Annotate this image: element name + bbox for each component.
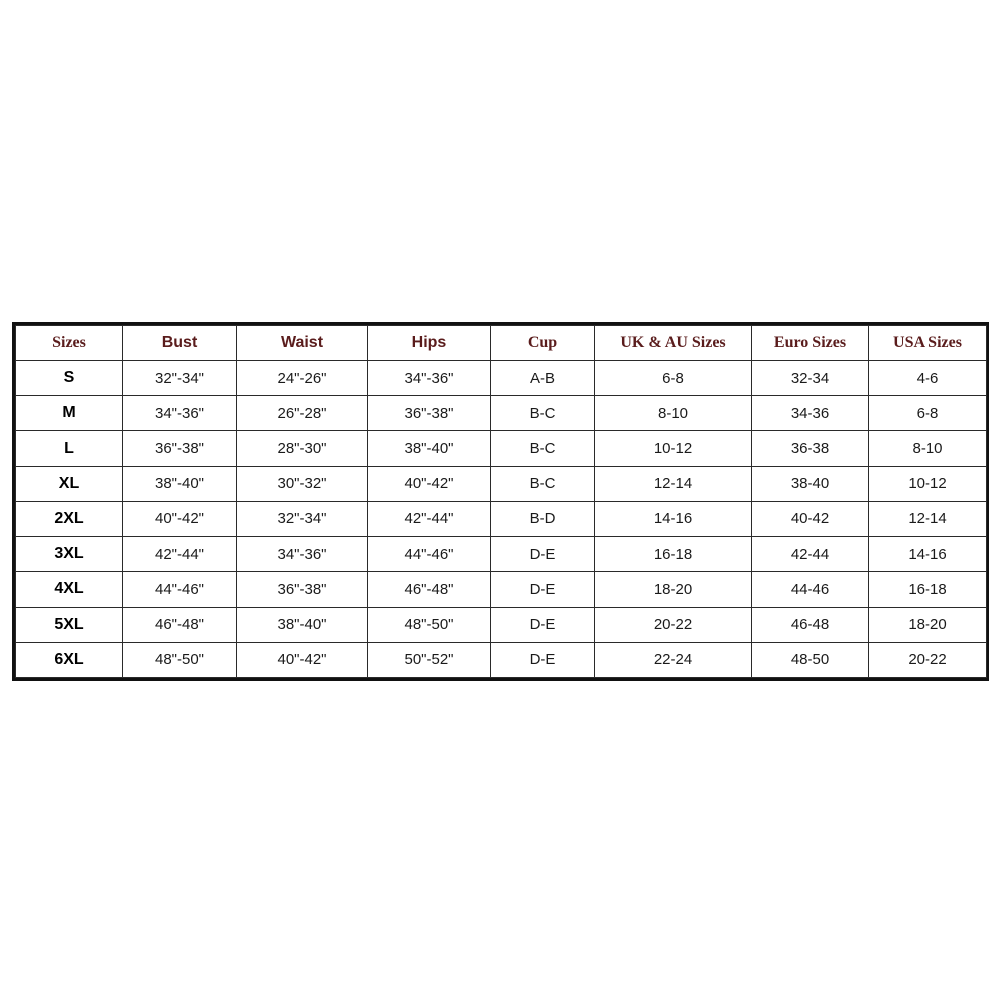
bust-cell: 36"-38"	[123, 431, 237, 466]
usa-size-cell: 12-14	[869, 501, 987, 536]
hips-cell: 48"-50"	[368, 607, 491, 642]
usa-size-cell: 20-22	[869, 642, 987, 677]
table-row	[16, 572, 987, 607]
uk-au-size-cell: 18-20	[595, 572, 752, 607]
bust-cell: 48"-50"	[123, 642, 237, 677]
cup-cell: B-C	[491, 396, 595, 431]
size-label: 6XL	[16, 642, 123, 677]
bust-cell: 38"-40"	[123, 466, 237, 501]
usa-size-cell: 18-20	[869, 607, 987, 642]
euro-size-cell: 36-38	[752, 431, 869, 466]
header-sizes: Sizes	[16, 326, 123, 361]
usa-size-cell: 8-10	[869, 431, 987, 466]
euro-size-cell: 44-46	[752, 572, 869, 607]
euro-size-cell: 48-50	[752, 642, 869, 677]
usa-size-cell: 14-16	[869, 537, 987, 572]
header-hips: Hips	[368, 326, 491, 361]
cup-cell: D-E	[491, 642, 595, 677]
waist-cell: 24"-26"	[237, 361, 368, 396]
bust-cell: 34"-36"	[123, 396, 237, 431]
table-row	[16, 431, 987, 466]
euro-size-cell: 46-48	[752, 607, 869, 642]
euro-size-cell: 42-44	[752, 537, 869, 572]
hips-cell: 40"-42"	[368, 466, 491, 501]
hips-cell: 44"-46"	[368, 537, 491, 572]
header-cup: Cup	[491, 326, 595, 361]
bust-cell: 46"-48"	[123, 607, 237, 642]
uk-au-size-cell: 22-24	[595, 642, 752, 677]
usa-size-cell: 10-12	[869, 466, 987, 501]
bust-cell: 32"-34"	[123, 361, 237, 396]
header-usa-sizes: USA Sizes	[869, 326, 987, 361]
waist-cell: 40"-42"	[237, 642, 368, 677]
header-euro-sizes: Euro Sizes	[752, 326, 869, 361]
header-row	[16, 326, 987, 361]
cup-cell: A-B	[491, 361, 595, 396]
uk-au-size-cell: 10-12	[595, 431, 752, 466]
header-uk-au-sizes: UK & AU Sizes	[595, 326, 752, 361]
table-row	[16, 501, 987, 536]
usa-size-cell: 6-8	[869, 396, 987, 431]
waist-cell: 34"-36"	[237, 537, 368, 572]
cup-cell: D-E	[491, 607, 595, 642]
table-row	[16, 607, 987, 642]
table-row	[16, 361, 987, 396]
table-row	[16, 396, 987, 431]
size-label: 2XL	[16, 501, 123, 536]
size-label: M	[16, 396, 123, 431]
size-label: S	[16, 361, 123, 396]
euro-size-cell: 40-42	[752, 501, 869, 536]
size-label: 5XL	[16, 607, 123, 642]
usa-size-cell: 16-18	[869, 572, 987, 607]
hips-cell: 46"-48"	[368, 572, 491, 607]
waist-cell: 38"-40"	[237, 607, 368, 642]
table-row	[16, 537, 987, 572]
uk-au-size-cell: 8-10	[595, 396, 752, 431]
uk-au-size-cell: 14-16	[595, 501, 752, 536]
euro-size-cell: 32-34	[752, 361, 869, 396]
uk-au-size-cell: 16-18	[595, 537, 752, 572]
size-label: 3XL	[16, 537, 123, 572]
cup-cell: B-C	[491, 431, 595, 466]
bust-cell: 40"-42"	[123, 501, 237, 536]
hips-cell: 50"-52"	[368, 642, 491, 677]
cup-cell: D-E	[491, 537, 595, 572]
size-label: 4XL	[16, 572, 123, 607]
cup-cell: B-C	[491, 466, 595, 501]
hips-cell: 38"-40"	[368, 431, 491, 466]
header-waist: Waist	[237, 326, 368, 361]
waist-cell: 28"-30"	[237, 431, 368, 466]
size-label: XL	[16, 466, 123, 501]
waist-cell: 36"-38"	[237, 572, 368, 607]
hips-cell: 42"-44"	[368, 501, 491, 536]
bust-cell: 44"-46"	[123, 572, 237, 607]
euro-size-cell: 38-40	[752, 466, 869, 501]
table-row	[16, 642, 987, 677]
euro-size-cell: 34-36	[752, 396, 869, 431]
size-label: L	[16, 431, 123, 466]
bust-cell: 42"-44"	[123, 537, 237, 572]
uk-au-size-cell: 6-8	[595, 361, 752, 396]
hips-cell: 36"-38"	[368, 396, 491, 431]
table-row	[16, 466, 987, 501]
cup-cell: B-D	[491, 501, 595, 536]
waist-cell: 26"-28"	[237, 396, 368, 431]
header-bust: Bust	[123, 326, 237, 361]
hips-cell: 34"-36"	[368, 361, 491, 396]
size-chart-table	[15, 325, 987, 678]
usa-size-cell: 4-6	[869, 361, 987, 396]
cup-cell: D-E	[491, 572, 595, 607]
uk-au-size-cell: 20-22	[595, 607, 752, 642]
size-chart	[12, 322, 989, 681]
waist-cell: 30"-32"	[237, 466, 368, 501]
waist-cell: 32"-34"	[237, 501, 368, 536]
uk-au-size-cell: 12-14	[595, 466, 752, 501]
